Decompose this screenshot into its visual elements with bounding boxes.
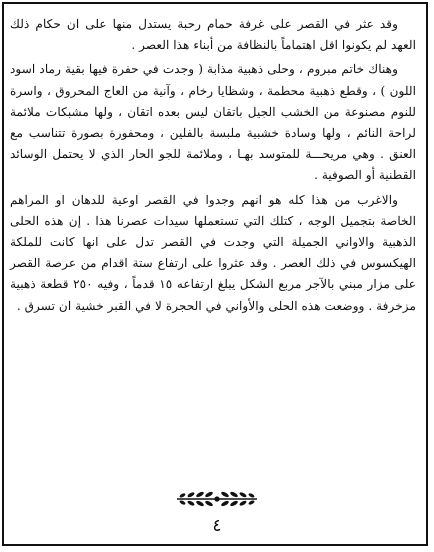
paragraph-1: وقد عثر في القصر على غرفة حمام رحبة يستدل منها على ان حكام ذلك العهد لم يكونوا اقل اهتماماً بالنظافة من أبناء هذا العصر . [10,17,416,53]
paragraph-3: والاغرب من هذا كله هو انهم وجدوا في القصر اوعية للدهان او المراهم الخاصة بتجميل الوجه ، كتلك التي تستعملها سيدات عصرنا هذا . إن هذه الحلى الذهبية والاواني الجميلة التي وجدت في القصر تدل على انها كانت للملكة الهيكسوس في ذلك العصر . وقد عثروا على ارتفاع ستة اقدام من عرصة القصر على مزار مبني بالآجر مربع الشكل يبلغ ارتفاعه ١٥ قدماً ، وفيه ٢٥٠ قطعة ذهبية مزخرفة . ووضعت هذه الحلى والأواني في الحجرة لا في القبر خشية ان تسرق . [10,192,417,313]
laurel-sprig-ornament-icon [171,486,263,512]
page-number: ٤ [212,516,222,536]
document-body [10,14,416,317]
paragraph-2: وهناك خاتم مبروم ، وحلى ذهبية مذابة ( وجدت في حفرة فيها بقية رماد اسود اللون ) ، وقطع ذهبية محطمة ، وشظايا رخام ، وآنية من العاج المحروق ، واسرة للنوم مصنوعة من الخشب الجيل باتقان ليس بعده اتقان ، ولها مشبكات ملائمة لراحة النائم ، ولها وسادة خشبية ملبسة بالفلين ، ومحفورة بصورة تتناسب مع العنق . وهي مريحـــة للمتوسد بهـا ، وملائمة للجو الحار الذي لا يحتمل الوسائد القطنية أو الصوفية . [10,62,417,183]
